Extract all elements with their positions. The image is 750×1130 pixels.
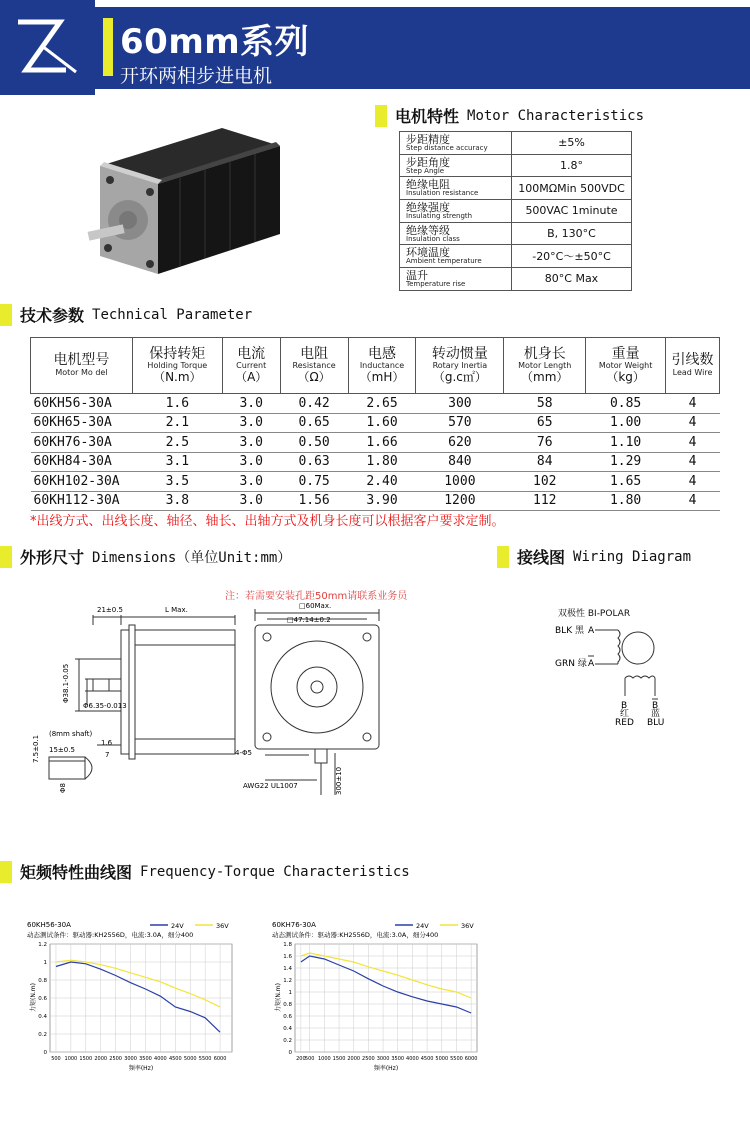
x-tick-label: 2500 [362, 1056, 375, 1062]
x-tick-label: 5000 [183, 1056, 197, 1062]
y-tick-label: 1.6 [283, 954, 292, 960]
table-cell: 570 [416, 413, 504, 433]
characteristic-name: 绝缘强度 [406, 200, 450, 214]
table-cell: 0.50 [280, 433, 348, 453]
dim-shaft8: (8mm shaft) [49, 730, 93, 738]
table-cell: 4 [666, 491, 720, 511]
y-tick-label: 1.2 [283, 978, 292, 984]
characteristic-name-en: Ambient temperature [406, 257, 482, 266]
characteristic-name-en: Step distance accuracy [406, 143, 488, 152]
page-header [0, 0, 750, 95]
y-tick-label: 0.6 [38, 996, 47, 1002]
column-header: 电阻 Resistance （Ω） [280, 338, 348, 394]
table-cell: 58 [504, 394, 586, 414]
dim-300: 300±10 [335, 766, 343, 795]
y-tick-label: 0 [43, 1050, 47, 1056]
legend-label: 24V [416, 922, 429, 930]
wiring-diagram [555, 618, 695, 728]
y-axis-label: 力矩(N.m) [30, 983, 37, 1012]
table-cell: 1.29 [586, 452, 666, 472]
table-row [31, 413, 720, 433]
dim-16: 1.6 [101, 739, 113, 747]
dim-75: 7.5±0.1 [32, 734, 40, 763]
motor-photo [80, 108, 290, 288]
characteristic-name: 步距角度 [406, 155, 450, 169]
x-tick-label: 3500 [391, 1056, 405, 1062]
characteristic-name-en: Insulation resistance [406, 189, 479, 198]
series-line [56, 962, 220, 1032]
characteristic-row [400, 177, 632, 200]
table-cell: 1.60 [348, 413, 416, 433]
characteristic-name-en: Insulation class [406, 234, 460, 243]
characteristic-row [400, 268, 632, 291]
table-cell: 3.0 [222, 452, 280, 472]
frequency-heading: 矩频特性曲线图 Frequency-Torque Characteristics [0, 860, 410, 883]
table-cell: 3.90 [348, 491, 416, 511]
table-cell: 4 [666, 452, 720, 472]
column-header: 重量 Motor Weight （kg） [586, 338, 666, 394]
x-tick-label: 1500 [332, 1056, 346, 1062]
dim-d635: Φ6.35-0.013 [83, 702, 127, 710]
x-tick-label: 1000 [64, 1056, 78, 1062]
table-cell: 1.80 [348, 452, 416, 472]
dimensions-heading: 外形尺寸 Dimensions（单位Unit:mm） [0, 545, 291, 568]
header-accent-bar [103, 18, 113, 76]
characteristic-value: B, 130°C [512, 222, 632, 245]
table-cell: 0.42 [280, 394, 348, 414]
dim-21: 21±0.5 [97, 606, 123, 614]
characteristic-name-en: Temperature rise [406, 279, 466, 288]
x-tick-label: 6000 [213, 1056, 227, 1062]
dim-d381: Φ38.1-0.05 [62, 663, 70, 703]
table-cell: 620 [416, 433, 504, 453]
legend-label: 24V [171, 922, 184, 930]
y-tick-label: 1.2 [38, 942, 47, 948]
characteristic-name-en: Insulating strength [406, 211, 473, 220]
technical-parameter-table [30, 337, 720, 511]
column-header: 电机型号 Motor Mo del [31, 338, 133, 394]
x-tick-label: 4500 [420, 1056, 434, 1062]
characteristic-name: 温升 [406, 268, 428, 282]
x-tick-label: 2000 [347, 1056, 361, 1062]
table-row [31, 452, 720, 472]
characteristic-row [400, 222, 632, 245]
dimensions-note: 注：若需要安装孔距50mm请联系业务员 [225, 591, 408, 602]
dimension-drawing [25, 595, 395, 805]
table-cell: 102 [504, 472, 586, 492]
torque-chart-60kh56 [25, 918, 245, 1078]
page-subtitle: 开环两相步进电机 [120, 65, 273, 87]
dim-awg: AWG22 UL1007 [243, 782, 298, 790]
wire-b-bar: B [652, 701, 659, 711]
characteristic-name: 绝缘等级 [406, 223, 450, 237]
x-tick-label: 3000 [376, 1056, 390, 1062]
wiring-title: 双极性 BI-POLAR [558, 609, 631, 619]
y-tick-label: 0 [288, 1050, 292, 1056]
table-cell: 0.65 [280, 413, 348, 433]
torque-chart-60kh76 [270, 918, 490, 1078]
series-line [56, 960, 220, 1007]
column-header: 电感 Inductance （mH） [348, 338, 416, 394]
table-cell: 4 [666, 472, 720, 492]
dim-holes: 4-Φ5 [235, 749, 252, 757]
characteristic-value: 1.8° [512, 154, 632, 177]
plot-frame [295, 944, 477, 1052]
wiring-heading: 接线图 Wiring Diagram [497, 545, 691, 568]
y-tick-label: 1 [43, 960, 47, 966]
table-cell: 60KH112-30A [31, 491, 133, 511]
x-tick-label: 3500 [139, 1056, 152, 1062]
x-tick-label: 5500 [450, 1056, 463, 1062]
motor-characteristics-heading: 电机特性 Motor Characteristics [375, 104, 644, 127]
dim-d8: Φ8 [59, 783, 67, 793]
characteristic-name-en: Step Angle [406, 166, 445, 175]
table-cell: 2.40 [348, 472, 416, 492]
y-tick-label: 0.4 [38, 1014, 47, 1020]
characteristic-row [400, 154, 632, 177]
wire-red: RED [615, 718, 634, 728]
characteristic-value: 500VAC 1minute [512, 200, 632, 223]
dim-d4714: □47.14±0.2 [287, 616, 331, 624]
y-tick-label: 0.8 [283, 1002, 292, 1008]
x-tick-label: 4500 [168, 1056, 182, 1062]
y-tick-label: 0.6 [283, 1014, 292, 1020]
table-cell: 2.1 [132, 413, 222, 433]
x-tick-label: 5000 [435, 1056, 449, 1062]
table-cell: 1.00 [586, 413, 666, 433]
characteristic-value: 100MΩMin 500VDC [512, 177, 632, 200]
wire-red-cn: 红 [620, 709, 630, 719]
series-line [301, 956, 471, 1013]
x-tick-label: 6000 [464, 1056, 478, 1062]
table-cell: 300 [416, 394, 504, 414]
table-cell: 3.8 [132, 491, 222, 511]
dim-15: 15±0.5 [49, 746, 75, 754]
wire-grn: GRN 绿 [555, 659, 587, 669]
x-tick-label: 2000 [94, 1056, 108, 1062]
y-tick-label: 1.8 [283, 942, 292, 948]
table-cell: 4 [666, 394, 720, 414]
customization-note: *出线方式、出线长度、轴径、轴长、出轴方式及机身长度可以根据客户要求定制。 [30, 514, 505, 529]
table-cell: 1.10 [586, 433, 666, 453]
table-cell: 2.5 [132, 433, 222, 453]
table-cell: 4 [666, 413, 720, 433]
characteristic-row [400, 132, 632, 155]
x-tick-label: 4000 [154, 1056, 167, 1062]
table-cell: 60KH102-30A [31, 472, 133, 492]
table-cell: 60KH84-30A [31, 452, 133, 472]
table-cell: 3.0 [222, 413, 280, 433]
table-row [31, 472, 720, 492]
characteristic-value: 80°C Max [512, 268, 632, 291]
characteristic-row [400, 200, 632, 223]
wire-a: A [588, 626, 595, 636]
dim-d60: □60Max. [299, 602, 332, 610]
table-cell: 65 [504, 413, 586, 433]
x-tick-label: 500 [304, 1056, 315, 1062]
logo-icon [0, 0, 95, 95]
table-cell: 112 [504, 491, 586, 511]
dim-7: 7 [105, 751, 110, 759]
table-cell: 1.80 [586, 491, 666, 511]
x-axis-label: 频率(Hz) [128, 1065, 154, 1072]
characteristic-value: ±5% [512, 132, 632, 155]
y-tick-label: 0.4 [283, 1026, 292, 1032]
chart-subtitle: 动态测试条件：驱动器:KH2556D，电流:3.0A，细分400 [27, 931, 194, 939]
x-tick-label: 1000 [317, 1056, 331, 1062]
characteristic-name: 步距精度 [406, 132, 450, 146]
table-cell: 1.66 [348, 433, 416, 453]
column-header: 保持转矩 Holding Torque （N.m） [132, 338, 222, 394]
legend-label: 36V [216, 922, 229, 930]
table-cell: 3.0 [222, 472, 280, 492]
table-cell: 1.6 [132, 394, 222, 414]
table-cell: 0.63 [280, 452, 348, 472]
characteristic-name: 绝缘电阻 [406, 178, 450, 192]
table-cell: 1200 [416, 491, 504, 511]
table-cell: 3.0 [222, 394, 280, 414]
y-axis-label: 力矩(N.m) [275, 983, 282, 1012]
table-cell: 4 [666, 433, 720, 453]
table-cell: 2.65 [348, 394, 416, 414]
table-cell: 3.0 [222, 433, 280, 453]
y-tick-label: 0.2 [283, 1038, 292, 1044]
x-tick-label: 500 [51, 1056, 61, 1062]
chart-subtitle: 动态测试条件：驱动器:KH2556D，电流:3.0A，细分400 [272, 931, 439, 939]
page-title: 60mm系列 [120, 22, 310, 62]
x-tick-label: 3000 [124, 1056, 137, 1062]
characteristic-name: 环境温度 [406, 246, 450, 260]
table-cell: 1.65 [586, 472, 666, 492]
table-cell: 1000 [416, 472, 504, 492]
x-axis-label: 频率(Hz) [373, 1065, 399, 1072]
column-header: 转动惯量 Rotary Inertia （g.c㎡） [416, 338, 504, 394]
table-cell: 840 [416, 452, 504, 472]
dim-lmax: L Max. [165, 606, 188, 614]
column-header: 电流 Current （A） [222, 338, 280, 394]
table-cell: 3.5 [132, 472, 222, 492]
wire-blu: BLU [647, 718, 665, 728]
table-cell: 60KH76-30A [31, 433, 133, 453]
y-tick-label: 1 [288, 990, 292, 996]
technical-parameter-heading: 技术参数 Technical Parameter [0, 303, 252, 326]
x-tick-label: 4000 [406, 1056, 419, 1062]
x-tick-label: 1500 [79, 1056, 93, 1062]
brand-logo [0, 0, 95, 95]
table-cell: 1.56 [280, 491, 348, 511]
table-cell: 3.1 [132, 452, 222, 472]
column-header: 引线数 Lead Wire [666, 338, 720, 394]
motor-characteristics-table [399, 131, 632, 291]
x-tick-label: 5500 [198, 1056, 212, 1062]
table-cell: 60KH56-30A [31, 394, 133, 414]
wire-a-bar: A [588, 659, 595, 669]
chart-title: 60KH56-30A [27, 921, 71, 929]
table-row [31, 433, 720, 453]
wire-blk: BLK 黑 [555, 626, 584, 636]
table-cell: 84 [504, 452, 586, 472]
column-header: 机身长 Motor Length （mm） [504, 338, 586, 394]
legend-label: 36V [461, 922, 474, 930]
table-cell: 60KH65-30A [31, 413, 133, 433]
y-tick-label: 0.2 [38, 1032, 47, 1038]
y-tick-label: 0.8 [38, 978, 47, 984]
characteristic-row [400, 245, 632, 268]
table-cell: 76 [504, 433, 586, 453]
wire-b: B [621, 701, 628, 711]
table-row [31, 394, 720, 414]
chart-title: 60KH76-30A [272, 921, 316, 929]
x-tick-label: 2500 [109, 1056, 123, 1062]
table-row [31, 491, 720, 511]
characteristic-value: -20°C～±50°C [512, 245, 632, 268]
y-tick-label: 1.4 [283, 966, 292, 972]
wire-blu-cn: 蓝 [651, 709, 661, 719]
table-cell: 0.85 [586, 394, 666, 414]
x-tick-label: 200 [296, 1056, 306, 1062]
table-cell: 3.0 [222, 491, 280, 511]
table-cell: 0.75 [280, 472, 348, 492]
